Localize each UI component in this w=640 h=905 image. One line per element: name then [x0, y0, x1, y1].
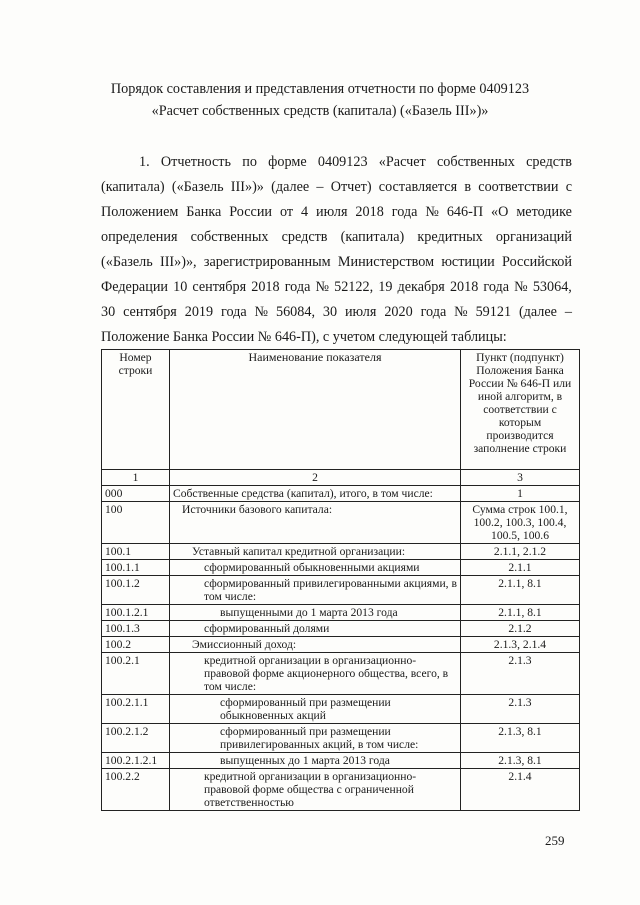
row-indicator-name: выпущенных до 1 марта 2013 года	[170, 753, 461, 769]
row-indicator-name: сформированный при размещении обыкновенных акций	[170, 695, 461, 724]
paragraph-line: 30 сентября 2019 года № 56084, 30 июля 2020 года № 59121 (далее –	[101, 304, 572, 320]
header-reference: Пункт (подпункт) Положения Банка России № 646-П или иной алгоритм, в соответствии с которым производится заполнение строки	[461, 350, 580, 470]
row-indicator-name: Эмиссионный доход:	[170, 637, 461, 653]
row-indicator-name: сформированный обыкновенными акциями	[170, 560, 461, 576]
row-code: 100.2.1.1	[102, 695, 170, 724]
row-code: 100.1.2	[102, 576, 170, 605]
page-number: 259	[545, 833, 565, 848]
row-code: 100.2.1	[102, 653, 170, 695]
row-reference: 2.1.1, 2.1.2	[461, 544, 580, 560]
row-code: 100.1	[102, 544, 170, 560]
paragraph-line: Положение Банка России № 646-П), с учетом следующей таблицы:	[101, 329, 507, 345]
row-indicator-name: кредитной организации в организационно-правовой форме общества с ограниченной ответственностью	[170, 769, 461, 811]
row-reference: 2.1.2	[461, 621, 580, 637]
row-indicator-name: сформированный долями	[170, 621, 461, 637]
row-code: 100.2.1.2	[102, 724, 170, 753]
table-row	[102, 576, 580, 605]
column-number: 2	[170, 470, 461, 486]
header-row-number: Номер строки	[102, 350, 170, 470]
row-code: 100.1.1	[102, 560, 170, 576]
row-indicator-name: Источники базового капитала:	[170, 502, 461, 544]
row-reference: 2.1.1	[461, 560, 580, 576]
table-row	[102, 605, 580, 621]
row-reference: 2.1.3, 8.1	[461, 753, 580, 769]
column-number: 1	[102, 470, 170, 486]
table-row	[102, 621, 580, 637]
table-row	[102, 653, 580, 695]
title-line-1: Порядок составления и представления отчетности по форме 0409123	[110, 81, 530, 97]
paragraph-line: 1. Отчетность по форме 0409123 «Расчет собственных средств	[139, 154, 572, 170]
row-reference: 2.1.4	[461, 769, 580, 811]
table-row	[102, 724, 580, 753]
row-code: 100.2.2	[102, 769, 170, 811]
row-reference: Сумма строк 100.1, 100.2, 100.3, 100.4, 100.5, 100.6	[461, 502, 580, 544]
row-indicator-name: сформированный привилегированными акциями, в том числе:	[170, 576, 461, 605]
row-reference: 2.1.1, 8.1	[461, 605, 580, 621]
row-indicator-name: Собственные средства (капитал), итого, в том числе:	[170, 486, 461, 502]
row-code: 100	[102, 502, 170, 544]
table-header-row	[102, 350, 580, 470]
paragraph-line: определения собственных средств (капитала) кредитных организаций	[101, 229, 572, 245]
table-row	[102, 753, 580, 769]
title-line-2: «Расчет собственных средств (капитала) («Базель III»)»	[151, 103, 489, 119]
row-code: 100.2	[102, 637, 170, 653]
table-row	[102, 695, 580, 724]
table-row	[102, 502, 580, 544]
row-reference: 2.1.3, 8.1	[461, 724, 580, 753]
column-numbers-row	[102, 470, 580, 486]
row-code: 100.1.2.1	[102, 605, 170, 621]
paragraph-line: Федерации 10 сентября 2018 года № 52122, 19 декабря 2018 года № 53064,	[101, 279, 572, 295]
paragraph-line: Положением Банка России от 4 июля 2018 года № 646-П «О методике	[101, 204, 572, 220]
column-number: 3	[461, 470, 580, 486]
intro-paragraph	[101, 150, 572, 350]
table-row	[102, 544, 580, 560]
indicator-table	[101, 349, 580, 811]
row-indicator-name: выпущенными до 1 марта 2013 года	[170, 605, 461, 621]
row-reference: 2.1.3	[461, 695, 580, 724]
row-reference: 2.1.3, 2.1.4	[461, 637, 580, 653]
row-indicator-name: Уставный капитал кредитной организации:	[170, 544, 461, 560]
row-reference: 2.1.3	[461, 653, 580, 695]
document-title	[60, 78, 580, 122]
row-code: 100.2.1.2.1	[102, 753, 170, 769]
row-reference: 2.1.1, 8.1	[461, 576, 580, 605]
table-row	[102, 486, 580, 502]
paragraph-line: (капитала) («Базель III»)» (далее – Отчет) составляется в соответствии с	[101, 179, 572, 195]
row-indicator-name: сформированный при размещении привилегированных акций, в том числе:	[170, 724, 461, 753]
row-indicator-name: кредитной организации в организационно-правовой форме акционерного общества, всего, в том числе:	[170, 653, 461, 695]
row-code: 000	[102, 486, 170, 502]
header-indicator-name: Наименование показателя	[170, 350, 461, 470]
table-row	[102, 637, 580, 653]
row-code: 100.1.3	[102, 621, 170, 637]
paragraph-line: («Базель III»)», зарегистрированным Министерством юстиции Российской	[101, 254, 572, 270]
table-row	[102, 560, 580, 576]
table-row	[102, 769, 580, 811]
row-reference: 1	[461, 486, 580, 502]
